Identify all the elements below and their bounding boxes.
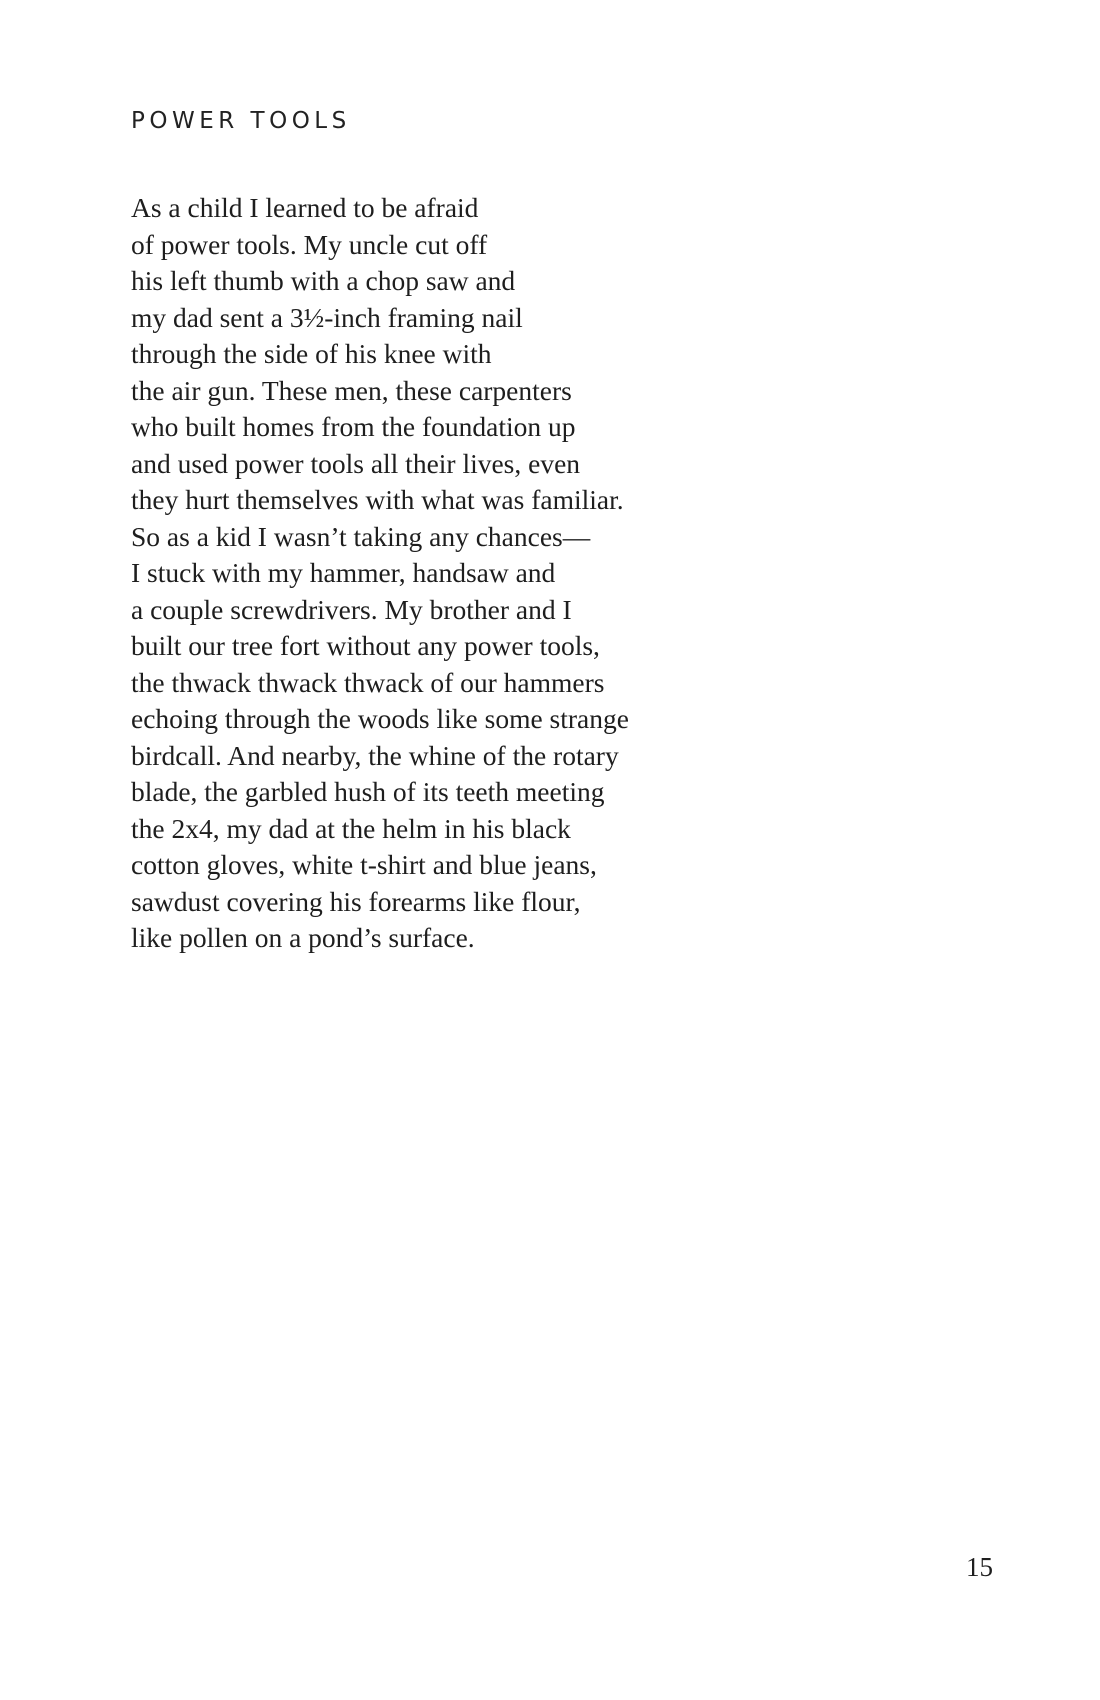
poem-line: his left thumb with a chop saw and [131,265,516,296]
poem-line: echoing through the woods like some strange [131,703,629,734]
poem-line: of power tools. My uncle cut off [131,228,488,260]
poem-line: built our tree fort without any power tools, [131,630,600,661]
poem-line: like pollen on a pond’s surface. [131,922,475,953]
poem-line: blade, the garbled hush of its teeth meeting [131,776,605,807]
poem-line: As a child I learned to be afraid [131,192,479,223]
poem-line: the 2x4, my dad at the helm in his black [131,812,571,844]
poem-line: So as a kid I wasn’t taking any chances— [131,520,591,552]
poem-line: who built homes from the foundation up [131,411,576,442]
poem-line: and used power tools all their lives, even [131,447,581,479]
poem-line: the air gun. These men, these carpenters [131,374,572,406]
poem-line: my dad sent a 3½-inch framing nail [131,301,523,333]
poem-line: a couple screwdrivers. My brother and I [131,593,572,625]
poem-line: birdcall. And nearby, the whine of the rotary [131,739,619,771]
poem-line: sawdust covering his forearms like flour, [131,885,581,917]
poem-body [131,190,629,957]
page-number: 15 [966,1552,993,1582]
poem-title: POWER TOOLS [131,108,351,134]
poem-line: the thwack thwack thwack of our hammers [131,666,605,698]
poem-line: through the side of his knee with [131,338,492,369]
poem-line: I stuck with my hammer, handsaw and [131,557,556,588]
poem-line: they hurt themselves with what was familiar. [131,484,624,515]
poem-line: cotton gloves, white t-shirt and blue jeans, [131,849,597,880]
